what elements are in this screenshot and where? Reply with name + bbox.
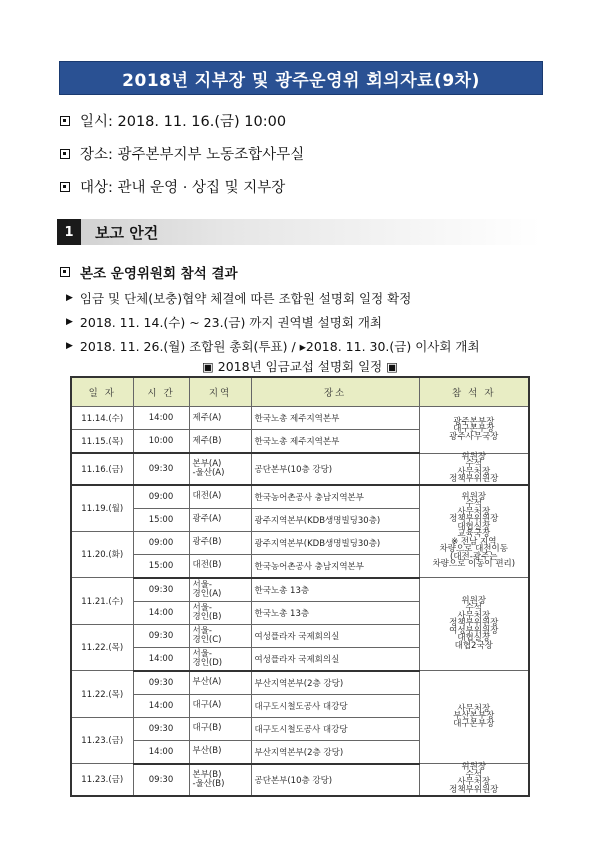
info-location-text: 장소: 광주본부지부 노동조합사무실 bbox=[80, 147, 305, 163]
bullet-text: 임금 및 단체(보충)협약 체결에 따른 조합원 설명회 일정 확정 bbox=[79, 291, 412, 306]
cell-time: 09:30 bbox=[133, 671, 189, 695]
info-location bbox=[60, 143, 304, 164]
cell-region: 광주(A) bbox=[189, 508, 251, 531]
cell-date: 11.15.(목) bbox=[71, 430, 133, 454]
cell-time: 15:00 bbox=[133, 508, 189, 531]
cell-venue: 부산지역본부(2층 강당) bbox=[251, 671, 419, 695]
cell-region: 제주(B) bbox=[189, 430, 251, 454]
cell-time: 09:00 bbox=[133, 485, 189, 509]
table-header-row bbox=[71, 377, 529, 407]
cell-time: 14:00 bbox=[133, 407, 189, 430]
bullet-item bbox=[66, 289, 411, 307]
sub-heading bbox=[60, 262, 238, 282]
cell-attendees: 위원장 수석 사무처장 정책부위원장 여성부위원장 대협실장 대협2국장 bbox=[419, 578, 529, 671]
cell-region: 대구(B) bbox=[189, 717, 251, 740]
cell-region: 본부(B) -울산(B) bbox=[189, 764, 251, 796]
cell-region: 대전(B) bbox=[189, 554, 251, 578]
info-target bbox=[60, 176, 285, 197]
header-time: 시 간 bbox=[133, 377, 189, 407]
cell-time: 09:30 bbox=[133, 624, 189, 647]
cell-time: 10:00 bbox=[133, 430, 189, 454]
cell-region: 대구(A) bbox=[189, 694, 251, 717]
cell-venue: 광주지역본부(KDB생명빌딩30층) bbox=[251, 531, 419, 554]
cell-region: 서울- 경인(D) bbox=[189, 647, 251, 671]
header-venue: 장소 bbox=[251, 377, 419, 407]
schedule-table bbox=[70, 376, 530, 797]
cell-region: 부산(A) bbox=[189, 671, 251, 695]
cell-date: 11.21.(수) bbox=[71, 578, 133, 625]
cell-date: 11.19.(월) bbox=[71, 485, 133, 532]
cell-attendees: 위원장 수석 사무처장 정책부위원장 bbox=[419, 764, 529, 796]
section-number: 1 bbox=[57, 219, 81, 245]
header-region: 지역 bbox=[189, 377, 251, 407]
cell-region: 제주(A) bbox=[189, 407, 251, 430]
table-row bbox=[71, 453, 529, 485]
square-bullet-icon bbox=[60, 116, 70, 126]
cell-venue: 대구도시철도공사 대강당 bbox=[251, 717, 419, 740]
header-date: 일 자 bbox=[71, 377, 133, 407]
cell-date: 11.22.(목) bbox=[71, 671, 133, 718]
square-bullet-icon bbox=[60, 267, 70, 277]
cell-venue: 한국노총 13층 bbox=[251, 601, 419, 624]
cell-attendees: 광주본부장 대구본부장 광주사무국장 bbox=[419, 407, 529, 454]
cell-region: 광주(B) bbox=[189, 531, 251, 554]
cell-venue: 공단본부(10층 강당) bbox=[251, 764, 419, 796]
cell-date: 11.23.(금) bbox=[71, 764, 133, 796]
sub-heading-text: 본조 운영위원회 참석 결과 bbox=[80, 266, 238, 282]
cell-time: 14:00 bbox=[133, 601, 189, 624]
table-caption: ▣ 2018년 임금교섭 설명회 일정 ▣ bbox=[201, 359, 399, 374]
cell-date: 11.14.(수) bbox=[71, 407, 133, 430]
bullet-item bbox=[66, 313, 382, 331]
cell-venue: 부산지역본부(2층 강당) bbox=[251, 740, 419, 764]
cell-time: 14:00 bbox=[133, 694, 189, 717]
bullet-text: 2018. 11. 14.(수) ~ 23.(금) 까지 권역별 설명회 개최 bbox=[79, 315, 383, 330]
cell-date: 11.22.(목) bbox=[71, 624, 133, 671]
cell-venue: 한국농어촌공사 충남지역본부 bbox=[251, 554, 419, 578]
cell-time: 09:30 bbox=[133, 578, 189, 602]
table-row bbox=[71, 671, 529, 695]
document-title: 2018년 지부장 및 광주운영위 회의자료(9차) bbox=[59, 61, 543, 95]
cell-time: 09:30 bbox=[133, 764, 189, 796]
cell-date: 11.20.(화) bbox=[71, 531, 133, 578]
section-title: 보고 안건 bbox=[95, 223, 159, 242]
cell-attendees: 위원장 수석 사무처장 정책부위원장 대협실장 교육국장 ※ 전남 지역 차량으로 대전이동 (대전-광주는 차량으로 이동이 편리) bbox=[419, 485, 529, 578]
cell-venue: 여성플라자 국제회의실 bbox=[251, 624, 419, 647]
info-datetime-text: 일시: 2018. 11. 16.(금) 10:00 bbox=[80, 114, 287, 130]
cell-region: 대전(A) bbox=[189, 485, 251, 509]
cell-region: 서울- 경인(C) bbox=[189, 624, 251, 647]
cell-time: 14:00 bbox=[133, 740, 189, 764]
cell-time: 09:00 bbox=[133, 531, 189, 554]
cell-date: 11.23.(금) bbox=[71, 717, 133, 764]
triangle-bullet-icon: ▶ bbox=[66, 341, 73, 351]
cell-date: 11.16.(금) bbox=[71, 453, 133, 485]
cell-time: 14:00 bbox=[133, 647, 189, 671]
cell-venue: 공단본부(10층 강당) bbox=[251, 453, 419, 485]
cell-region: 서울- 경인(A) bbox=[189, 578, 251, 602]
cell-venue: 여성플라자 국제회의실 bbox=[251, 647, 419, 671]
cell-time: 15:00 bbox=[133, 554, 189, 578]
bullet-item bbox=[66, 337, 480, 355]
cell-venue: 한국농어촌공사 충남지역본부 bbox=[251, 485, 419, 509]
section-header bbox=[57, 219, 541, 245]
header-attendees: 참 석 자 bbox=[419, 377, 529, 407]
square-bullet-icon bbox=[60, 149, 70, 159]
table-row bbox=[71, 407, 529, 430]
cell-region: 서울- 경인(B) bbox=[189, 601, 251, 624]
cell-region: 본부(A) -울산(A) bbox=[189, 453, 251, 485]
triangle-bullet-icon: ▶ bbox=[66, 317, 73, 327]
cell-venue: 한국노총 제주지역본부 bbox=[251, 407, 419, 430]
table-row bbox=[71, 578, 529, 602]
cell-attendees: 위원장 수석 사무처장 정책부위원장 bbox=[419, 453, 529, 485]
cell-time: 09:30 bbox=[133, 717, 189, 740]
cell-venue: 광주지역본부(KDB생명빌딩30층) bbox=[251, 508, 419, 531]
table-row bbox=[71, 485, 529, 509]
info-datetime bbox=[60, 110, 286, 131]
info-target-text: 대상: 관내 운영 · 상집 및 지부장 bbox=[80, 180, 286, 196]
cell-venue: 한국노총 13층 bbox=[251, 578, 419, 602]
cell-time: 09:30 bbox=[133, 453, 189, 485]
bullet-text: 2018. 11. 26.(월) 조합원 총회(투표) / ▸2018. 11. 30.(금) 이사회 개최 bbox=[79, 339, 480, 354]
square-bullet-icon bbox=[60, 182, 70, 192]
cell-venue: 대구도시철도공사 대강당 bbox=[251, 694, 419, 717]
table-row bbox=[71, 764, 529, 796]
cell-region: 부산(B) bbox=[189, 740, 251, 764]
cell-venue: 한국노총 제주지역본부 bbox=[251, 430, 419, 454]
triangle-bullet-icon: ▶ bbox=[66, 293, 73, 303]
cell-attendees: 사무처장 부산본부장 대구본부장 bbox=[419, 671, 529, 764]
